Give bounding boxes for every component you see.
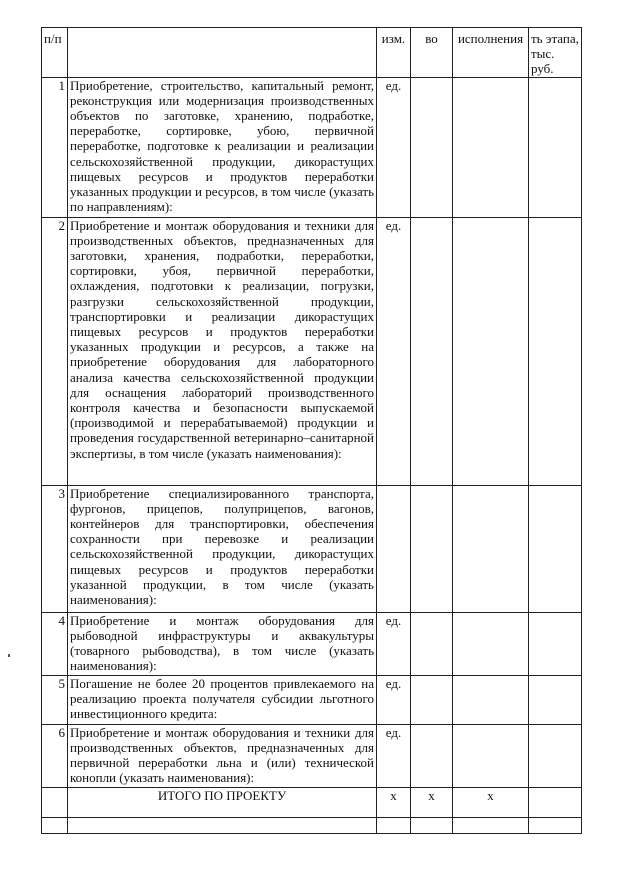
empty-cell: [529, 77, 582, 217]
total-unit-x: x: [377, 787, 411, 817]
project-costs-table: [41, 27, 582, 834]
empty-cell: [411, 675, 453, 724]
header-exec: исполнения: [453, 28, 529, 78]
empty-cell: [453, 485, 529, 612]
header-desc: [68, 28, 377, 78]
table-header-row: [42, 28, 582, 78]
empty-cell: [42, 787, 68, 817]
empty-cell: [529, 217, 582, 485]
row-unit: ед.: [377, 217, 411, 485]
empty-cell: [529, 817, 582, 833]
empty-cell: [453, 612, 529, 675]
row-number: 6: [42, 724, 68, 787]
row-unit: ед.: [377, 77, 411, 217]
empty-cell: [411, 485, 453, 612]
header-num: п/п: [42, 28, 68, 78]
empty-cell: [411, 724, 453, 787]
total-label: ИТОГО ПО ПРОЕКТУ: [68, 787, 377, 817]
table-row: [42, 485, 582, 612]
blank-row: [42, 817, 582, 833]
empty-cell: [42, 817, 68, 833]
row-description: Приобретение, строительство, капитальный ремонт, реконструкция или модернизация производственных объектов по заготовке, хранению, подработке, переработке, сортировке, убою, первичной переработке, подготовке к реализации и реализации сельскохозяйственной продукции, дикорастущих пищевых ресурсов и продуктов переработки указанных продукции и ресурсов, в том числе (указать по направлениям):: [68, 77, 377, 217]
total-row: [42, 787, 582, 817]
row-unit: ед.: [377, 612, 411, 675]
empty-cell: [453, 77, 529, 217]
table-row: [42, 724, 582, 787]
row-description: Приобретение специализированного транспорта, фургонов, прицепов, полуприцепов, вагонов, контейнеров для транспортировки, обеспечения сохранности при перевозке и реализации сельскохозяйственной продукции, дикорастущих пищевых ресурсов и продуктов переработки указанной продукции, в том числе (указать наименования):: [68, 485, 377, 612]
row-unit: ед.: [377, 724, 411, 787]
empty-cell: [411, 612, 453, 675]
scan-speck: [8, 654, 10, 657]
empty-cell: [411, 77, 453, 217]
empty-cell: [453, 724, 529, 787]
empty-cell: [411, 217, 453, 485]
row-unit: ед.: [377, 675, 411, 724]
empty-cell: [68, 817, 377, 833]
row-number: 2: [42, 217, 68, 485]
row-number: 4: [42, 612, 68, 675]
row-unit: [377, 485, 411, 612]
table-row: [42, 612, 582, 675]
total-exec-x: x: [453, 787, 529, 817]
table-row: [42, 675, 582, 724]
empty-cell: [411, 817, 453, 833]
total-vo-x: x: [411, 787, 453, 817]
row-description: Приобретение и монтаж оборудования и техники для производственных объектов, предназначенных для заготовки, хранения, подработки, переработки, сортировки, убоя, первичной переработки, охлаждения, подготовки к реализации, погрузки, разгрузки сельскохозяйственной продукции, транспортировки и реализации дикорастущих пищевых ресурсов и продуктов переработки указанных продукции и ресурсов, а также на приобретение оборудования для лабораторного анализа качества сельскохозяйственной продукции для оснащения лабораторий производственного контроля качества и безопасности выпускаемой (производимой и перерабатываемой) продукции и проведения государственной ветеринарно–санитарной экспертизы, в том числе (указать наименования):: [68, 217, 377, 485]
row-description: Приобретение и монтаж оборудования для рыбоводной инфраструктуры и аквакультуры (товарного рыбоводства), в том числе (указать наименования):: [68, 612, 377, 675]
empty-cell: [453, 217, 529, 485]
row-description: Погашение не более 20 процентов привлекаемого на реализацию проекта получателя субсидии льготного инвестиционного кредита:: [68, 675, 377, 724]
row-number: 5: [42, 675, 68, 724]
empty-cell: [529, 485, 582, 612]
empty-cell: [529, 787, 582, 817]
header-cost: ть этапа, тыс. руб.: [529, 28, 582, 78]
row-description: Приобретение и монтаж оборудования и техники для производственных объектов, предназначенных для первичной переработки льна и (или) технической конопли (указать наименования):: [68, 724, 377, 787]
empty-cell: [453, 675, 529, 724]
empty-cell: [529, 724, 582, 787]
header-vo: во: [411, 28, 453, 78]
row-number: 1: [42, 77, 68, 217]
empty-cell: [377, 817, 411, 833]
empty-cell: [529, 612, 582, 675]
empty-cell: [529, 675, 582, 724]
empty-cell: [453, 817, 529, 833]
table-row: [42, 77, 582, 217]
header-unit: изм.: [377, 28, 411, 78]
row-number: 3: [42, 485, 68, 612]
table-row: [42, 217, 582, 485]
